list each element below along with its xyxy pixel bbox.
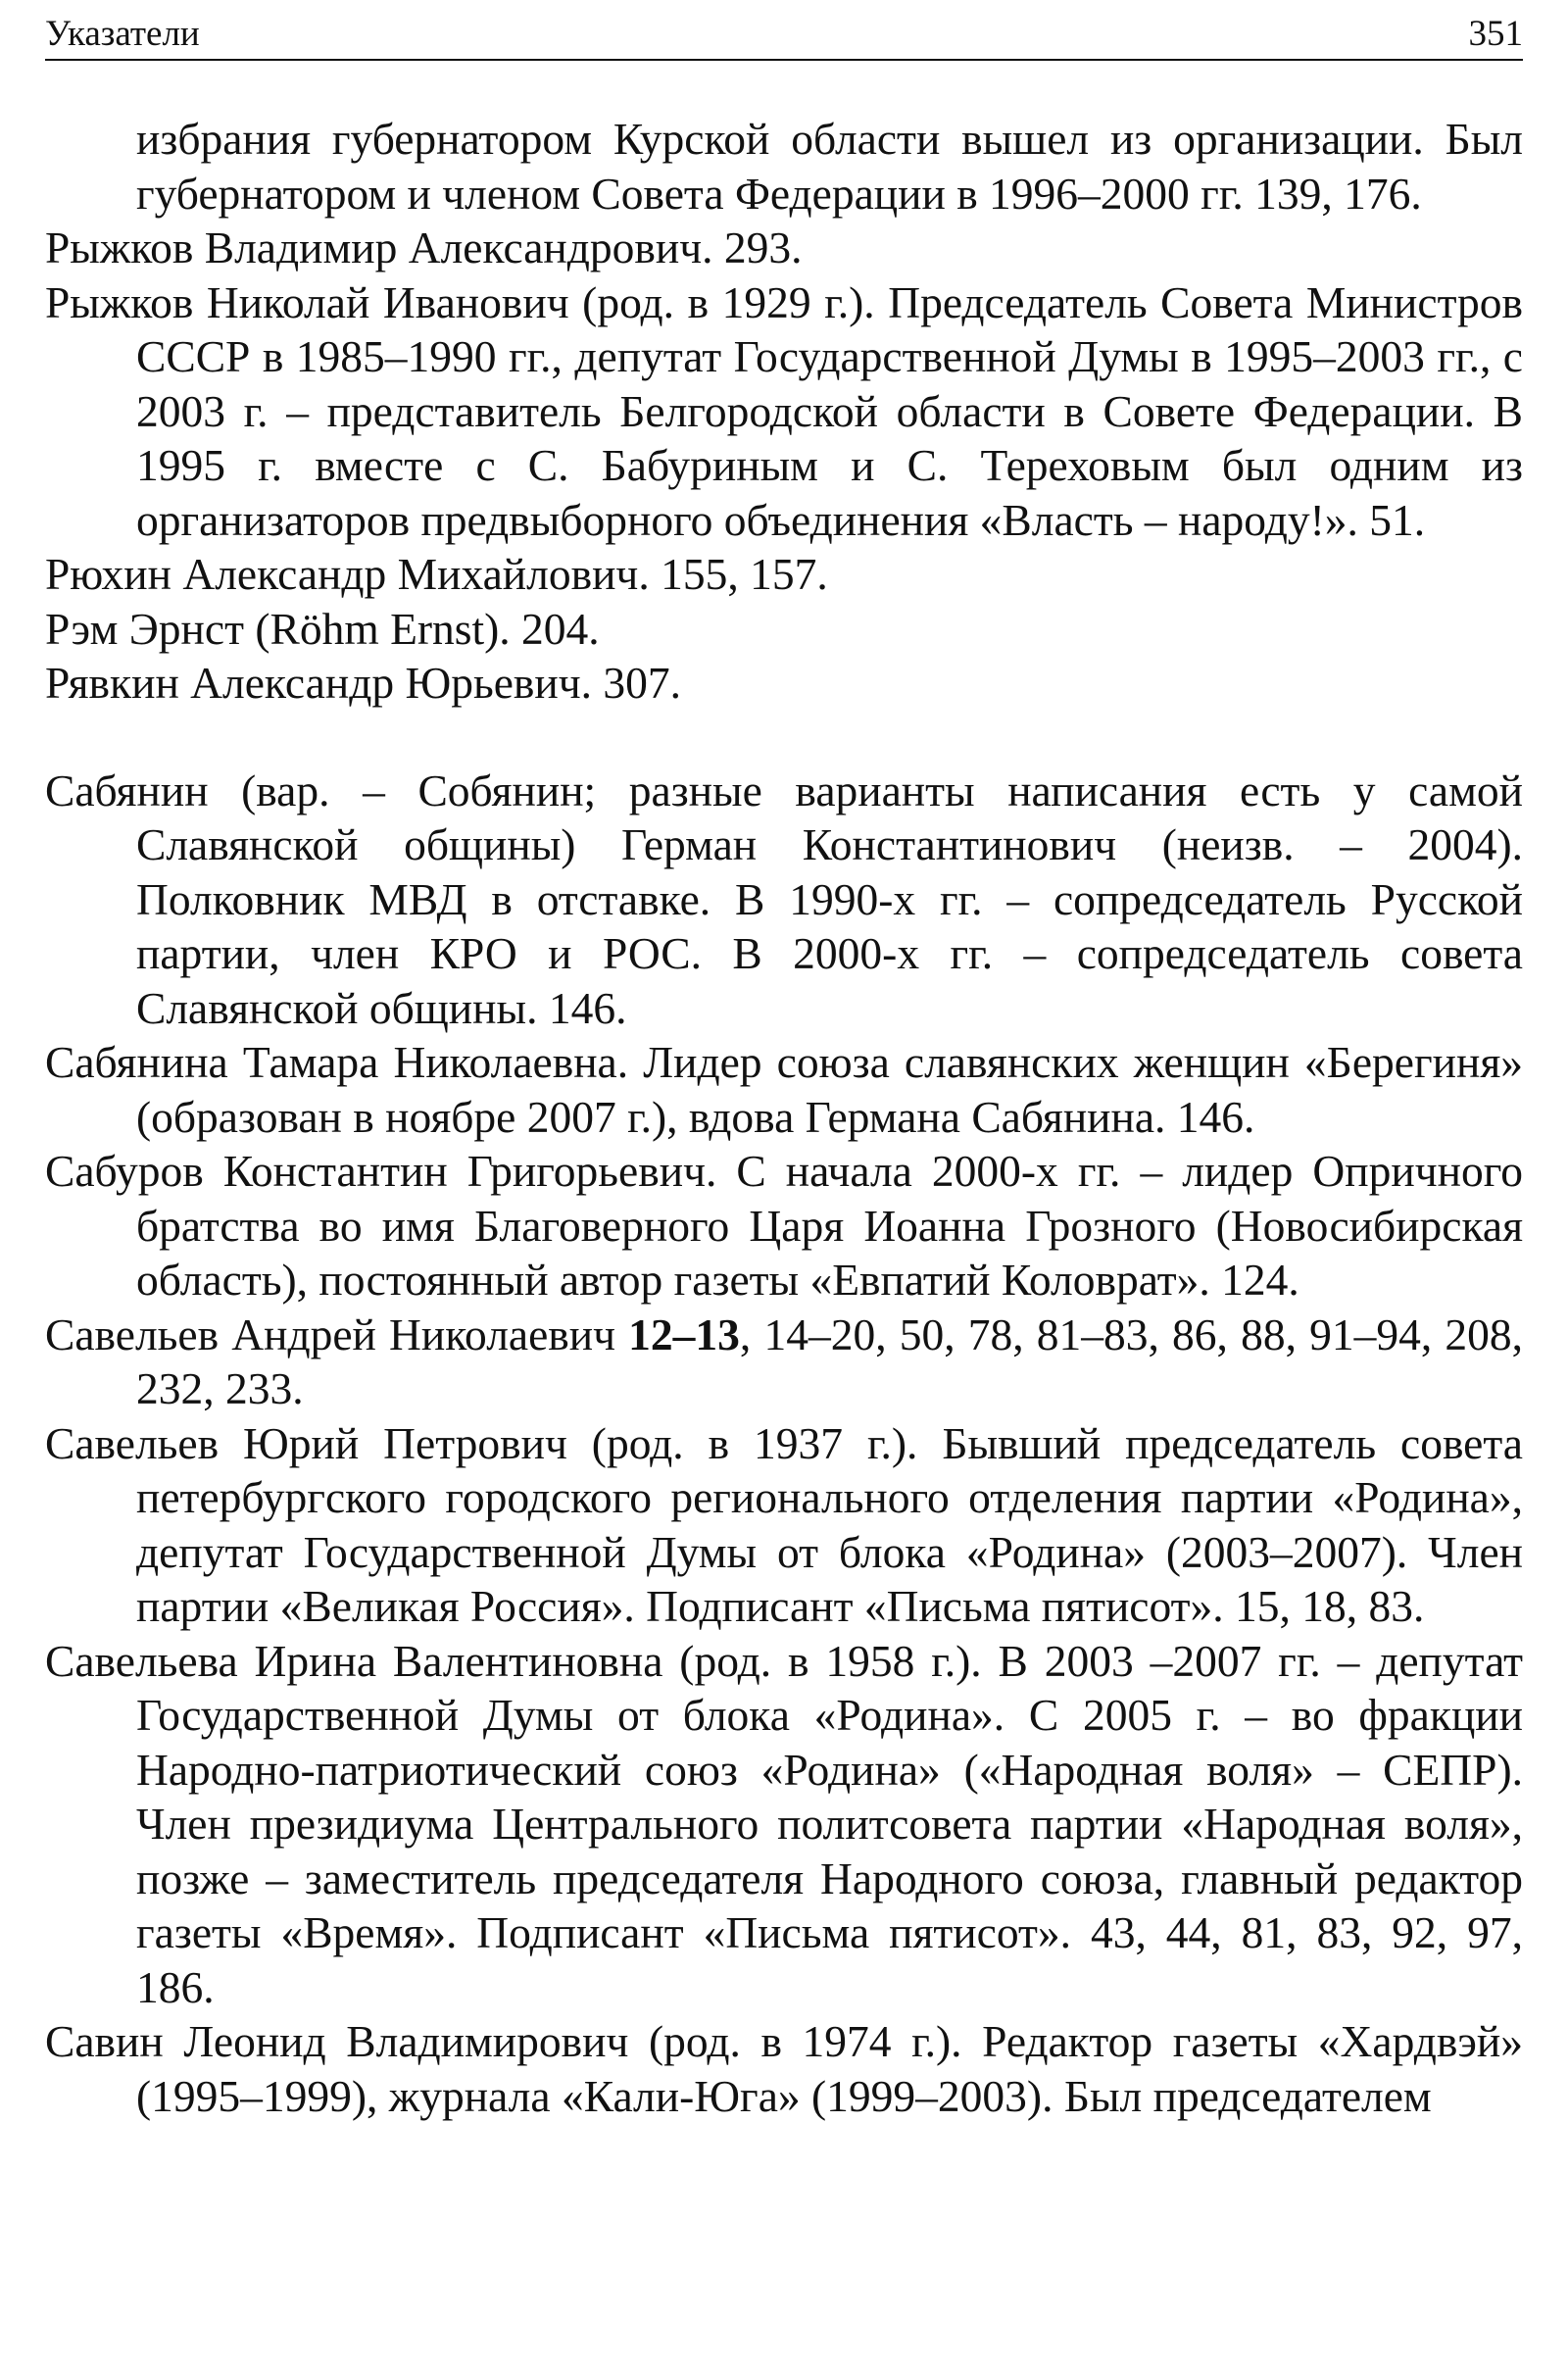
document-page [45, 0, 1523, 2370]
index-entry: Рюхин Александр Михайлович. 155, 157. [45, 549, 828, 599]
index-entry: Савельева Ирина Валентиновна (род. в 1958 г.). В 2003 –2007 гг. – депутат Государственной Думы от блока «Родина». С 2005 г. – во фракции Народно-патриотический союз «Родина» («Народная воля» – СЕПР). Член президиума Центрального политсовета партии «Народная воля», позже – заместитель председателя Народного союза, главный редактор газеты «Время». Подписант «Письма пятисот». 43, 44, 81, 83, 92, 97, 186. [45, 1635, 1523, 2012]
letter-group-gap [45, 711, 1523, 764]
index-entry: Савин Леонид Владимирович (род. в 1974 г.). Редактор газеты «Хардвэй» (1995–1999), журнала «Кали-Юга» (1999–2003). Был председателем [45, 2016, 1523, 2121]
section-title: Указатели [45, 14, 200, 54]
index-entry: Рявкин Александр Юрьевич. 307. [45, 658, 682, 708]
index-entry: Рэм Эрнст (Röhm Ernst). 204. [45, 603, 600, 654]
entry-pages-bold: 12–13 [628, 1308, 740, 1359]
index-entry: Сабуров Константин Григорьевич. С начала 2000-х гг. – лидер Опричного братства во имя Благоверного Царя Иоанна Грозного (Новосибирская область), постоянный автор газеты «Евпатий Коловрат». 124. [45, 1146, 1523, 1305]
index-entry: Сабянин (вар. – Собянин; разные варианты написания есть у самой Славянской общины) Герман Константинович (неизв. – 2004). Полковник МВД в отставке. В 1990-х гг. – сопредседатель Русской партии, член КРО и РОС. В 2000-х гг. – сопредседатель совета Славянской общины. 146. [45, 765, 1523, 1033]
index-entry: Сабянина Тамара Николаевна. Лидер союза славянских женщин «Берегиня» (образован в ноябре 2007 г.), вдова Германа Сабянина. 146. [45, 1037, 1523, 1142]
index-entry: Савельев Юрий Петрович (род. в 1937 г.). Бывший председатель совета петербургского городского регионального отделения партии «Родина», депутат Государственной Думы от блока «Родина» (2003–2007). Член партии «Великая Россия». Подписант «Письма пятисот». 15, 18, 83. [45, 1417, 1523, 1631]
index-entry [45, 1308, 1523, 1416]
index-entry: Рыжков Владимир Александрович. 293. [45, 222, 803, 272]
index-entry-continued: избрания губернатором Курской области вышел из организации. Был губернатором и членом Совета Федерации в 1996–2000 гг. 139, 176. [136, 114, 1523, 219]
entry-name: Савельев Андрей Николаевич [45, 1308, 616, 1359]
entry-pages: , 14–20, 50, 78, 81–83, 86, 88, 91–94, 208, 232, 233. [136, 1308, 1524, 1413]
index-body [45, 112, 1523, 2123]
index-entry: Рыжков Николай Иванович (род. в 1929 г.). Председатель Совета Министров СССР в 1985–1990 гг., депутат Государственной Думы в 1995–2003 гг., с 2003 г. – представитель Белгородской области в Совете Федерации. В 1995 г. вместе с С. Бабуриным и С. Тереховым был одним из организаторов предвыборного объединения «Власть – народу!». 51. [45, 276, 1523, 545]
page-number: 351 [1468, 14, 1523, 54]
running-header [45, 10, 1523, 61]
